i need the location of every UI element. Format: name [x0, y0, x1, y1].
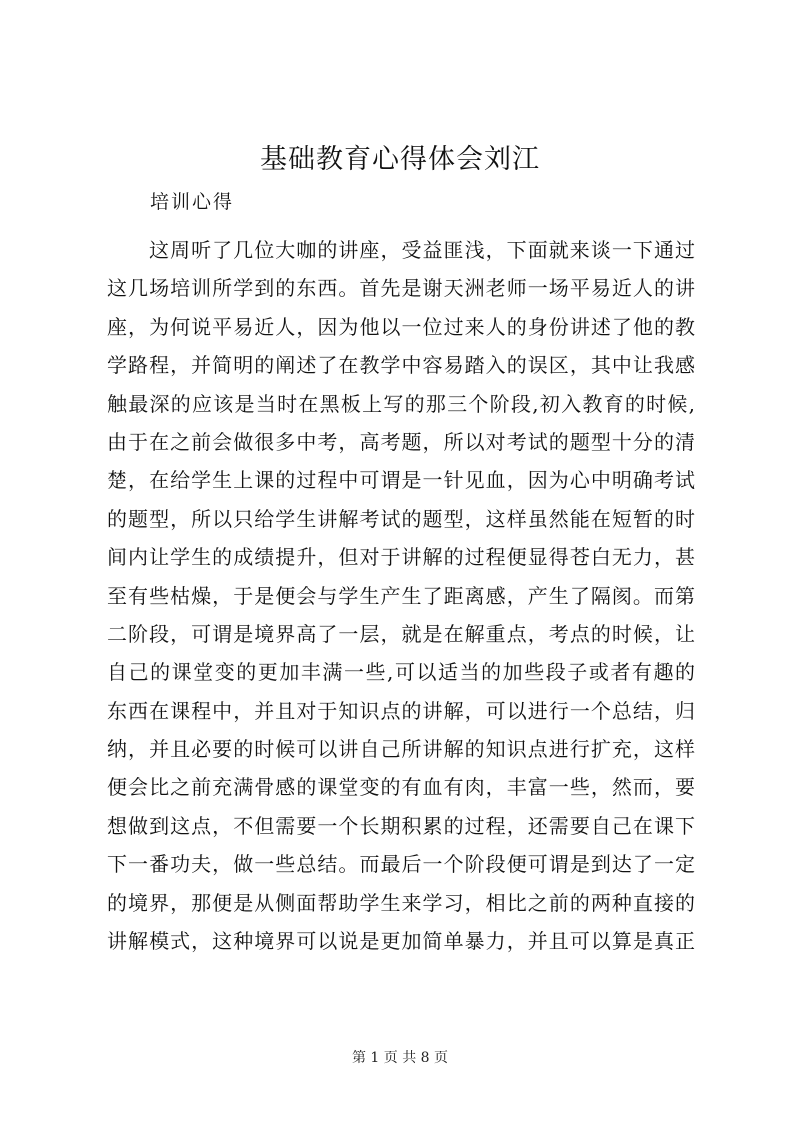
paragraph-line: 便会比之前充满骨感的课堂变的有血有肉，丰富一些，然而，要 — [107, 775, 695, 800]
paragraph-line: 的境界，那便是从侧面帮助学生来学习，相比之前的两种直接的 — [107, 890, 695, 915]
paragraph-line: 纳，并且必要的时候可以讲自己所讲解的知识点进行扩充，这样 — [107, 737, 695, 762]
paragraph-line: 二阶段，可谓是境界高了一层，就是在解重点，考点的时候，让 — [107, 621, 695, 646]
document-title: 基础教育心得体会刘江 — [260, 144, 540, 175]
paragraph-line: 讲解模式，这种境界可以说是更加简单暴力，并且可以算是真正 — [107, 929, 695, 954]
paragraph-line: 自己的课堂变的更加丰满一些,可以适当的加些段子或者有趣的 — [107, 660, 695, 685]
paragraph-line: 由于在之前会做很多中考，高考题，所以对考试的题型十分的清 — [107, 429, 695, 454]
paragraph-line: 触最深的应该是当时在黑板上写的那三个阶段,初入教育的时候, — [107, 391, 695, 416]
paragraph-line: 楚，在给学生上课的过程中可谓是一针见血，因为心中明确考试 — [107, 468, 695, 493]
paragraph-line: 这几场培训所学到的东西。首先是谢天洲老师一场平易近人的讲 — [107, 276, 695, 301]
paragraph-line: 学路程，并简明的阐述了在教学中容易踏入的误区，其中让我感 — [107, 353, 695, 378]
page-number-footer: 第 1 页 共 8 页 — [351, 1050, 449, 1066]
paragraph-line: 至有些枯燥，于是便会与学生产生了距离感，产生了隔阂。而第 — [107, 583, 695, 608]
paragraph-line: 的题型，所以只给学生讲解考试的题型，这样虽然能在短暂的时 — [107, 506, 695, 531]
paragraph-line: 下一番功夫，做一些总结。而最后一个阶段便可谓是到达了一定 — [107, 852, 695, 877]
paragraph-line: 间内让学生的成绩提升，但对于讲解的过程便显得苍白无力，甚 — [107, 545, 695, 570]
paragraph-line: 东西在课程中，并且对于知识点的讲解，可以进行一个总结，归 — [107, 698, 695, 723]
paragraph-line: 想做到这点，不但需要一个长期积累的过程，还需要自己在课下 — [107, 813, 695, 838]
paragraph-line: 这周听了几位大咖的讲座，受益匪浅，下面就来谈一下通过 — [149, 238, 695, 262]
paragraph-line: 座，为何说平易近人，因为他以一位过来人的身份讲述了他的教 — [107, 314, 695, 339]
body-paragraph — [107, 231, 707, 960]
section-subheading: 培训心得 — [150, 191, 235, 213]
